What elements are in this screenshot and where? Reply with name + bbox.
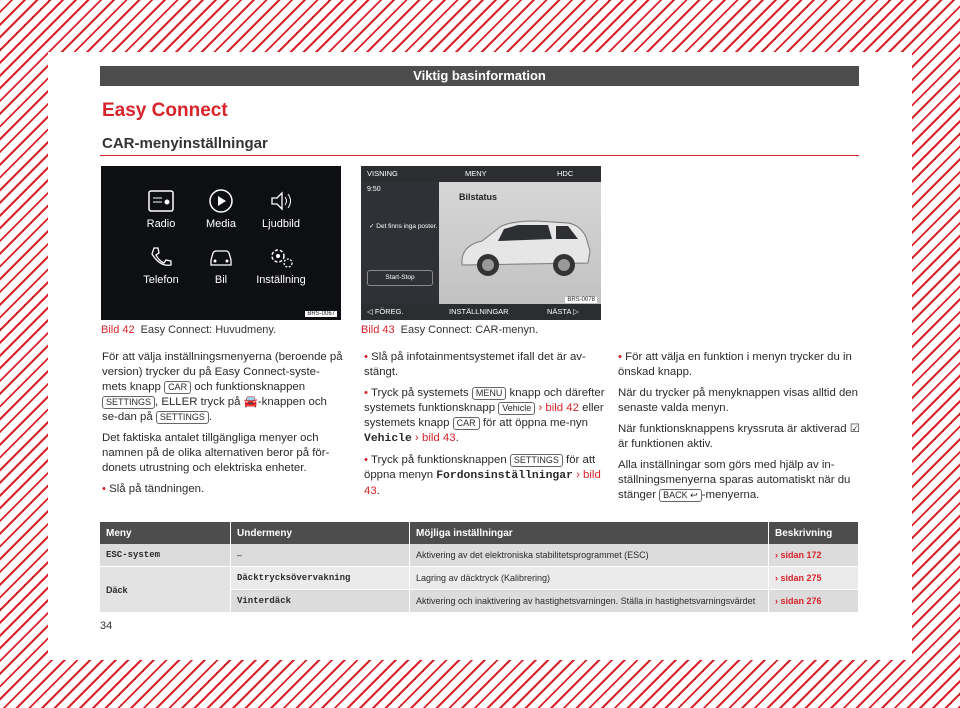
screen-top-bar: VISNING MENY HDC — [361, 166, 601, 182]
main-menu-screen — [101, 166, 341, 320]
tile-ljudbild — [251, 188, 311, 230]
radio-icon — [146, 188, 176, 214]
play-icon — [206, 188, 236, 214]
screen-bottom-bar: ◁ FÖREG. INSTÄLLNINGAR NÄSTA ▷ — [361, 304, 601, 320]
title-rule — [100, 155, 859, 156]
figure-caption: Bild 43 Easy Connect: CAR-menyn. — [361, 324, 539, 336]
page-title: Easy Connect — [102, 100, 228, 121]
car-image — [456, 211, 596, 281]
tile-label: Media — [206, 218, 236, 230]
tile-bil — [191, 244, 251, 286]
text-column-1: För att välja inställningsmenyerna (beroende på version) trycker du på Easy Connect-syste-mets knapp CAR och funktionsknappen SETTINGS , ELLER tryck på 🚘-knappen och se-dan på SETTINGS . Det faktiska antalet tillgängliga menyer och namnen på de olika alternativen beror på för-donets utrustning och elektriska enheter. • Slå på tändningen. — [102, 351, 343, 495]
tile-telefon — [131, 244, 191, 286]
tile-installning — [251, 244, 311, 286]
figure-43 — [361, 166, 601, 336]
tile-label: Radio — [146, 218, 176, 230]
page-subtitle: CAR-menyinställningar — [102, 135, 268, 152]
page-number: 34 — [100, 620, 113, 632]
tile-label: Ljudbild — [262, 218, 300, 230]
tile-label: Inställning — [256, 274, 306, 286]
status-title: Bilstatus — [459, 192, 498, 202]
start-stop-button[interactable]: Start-Stop — [367, 270, 433, 286]
tile-label: Telefon — [143, 274, 179, 286]
tile-media — [191, 188, 251, 230]
image-ref: BRS-0067 — [307, 311, 335, 317]
clock: 9:50 — [367, 186, 381, 193]
table-row: Däck Däcktrycksövervakning Lagring av däcktryck (Kalibrering) › sidan 275 — [100, 567, 859, 590]
speaker-icon — [266, 188, 296, 214]
car-menu-screen — [361, 166, 601, 320]
phone-icon — [146, 244, 176, 270]
car-icon — [206, 244, 236, 270]
image-ref: BRS-0078 — [567, 297, 595, 303]
table-row: ESC-system – Aktivering av det elektroniska stabilitetsprogrammet (ESC) › sidan 172 — [100, 544, 859, 567]
figure-42 — [101, 166, 341, 336]
text-column-2: • Slå på infotainmentsystemet ifall det är av-stängt. • Tryck på systemets MENU knapp och därefter systemets funktionsknapp Vehicle › bild 42 eller systemets knapp CAR för att öppna me-nyn Vehicle › bild 43. • Tryck på funktionsknappen SETTINGS för att öppna menyn Fordonsinställningar › bild 43. — [364, 351, 605, 497]
text-column-3: • För att välja en funktion i menyn trycker du in önskad knapp. När du trycker på menyknappen visas alltid den senaste valda menyn. När funktionsknappens kryssruta är aktiverad ☑ är funktionen aktiv. Alla inställningar som görs med hjälp av in-ställningsmenyerna sparas automatiskt när du stänger BACK ↩ -menyerna. — [618, 351, 860, 501]
table-header-row: Meny Undermeny Möjliga inställningar Beskrivning — [100, 522, 859, 544]
status-message: ✓ Det finns inga poster. — [369, 223, 438, 230]
tile-radio — [131, 188, 191, 230]
tile-label: Bil — [214, 274, 228, 286]
section-header: Viktig basinformation — [100, 66, 859, 86]
figure-caption: Bild 42 Easy Connect: Huvudmeny. — [101, 324, 277, 336]
gear-icon — [266, 244, 296, 270]
table-row: Vinterdäck Aktivering och inaktivering av hastighetsvarningen. Ställa in hastighetsvarningsvärdet › sidan 276 — [100, 590, 859, 613]
settings-table — [100, 522, 859, 613]
